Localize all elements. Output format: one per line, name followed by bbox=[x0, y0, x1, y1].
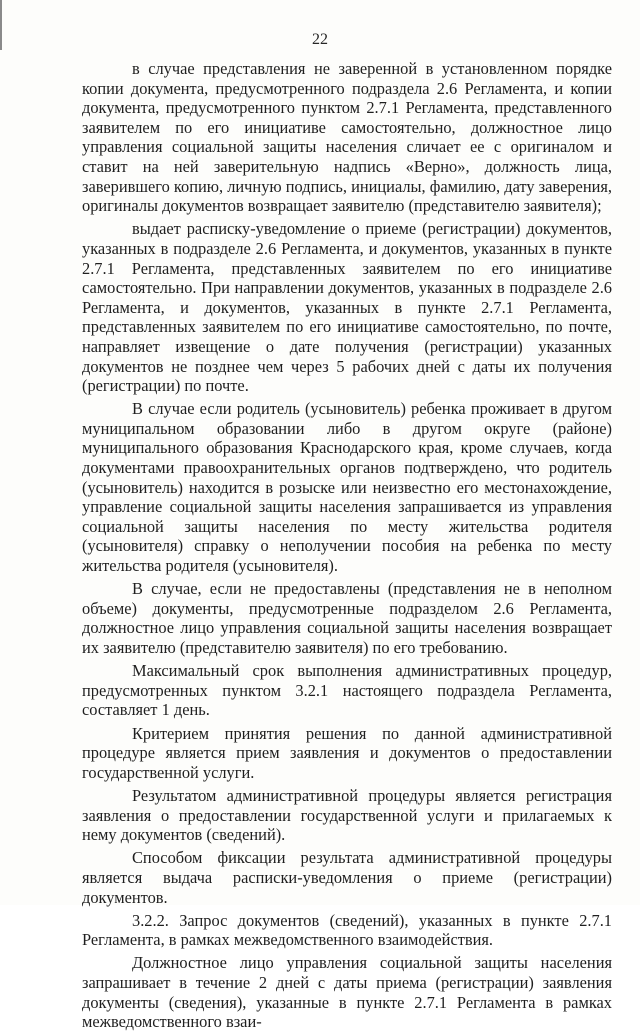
paragraph-section-3-2-2: 3.2.2. Запрос документов (сведений), указанных в пункте 2.7.1 Регламента, в рамках межведомственного взаимодействия. bbox=[82, 910, 612, 950]
paragraph-parent-residence: В случае если родитель (усыновитель) ребенка проживает в другом муниципальном образовании либо в другом округе (районе) муниципального образования Краснодарского края, кроме случаев, когда документами правоохранительных органов подтверждено, что родитель (усыновитель) находится в розыске или неизвестно его местонахождение, управление социальной защиты населения запрашивается из управления социальной защиты населения по месту жительства родителя (усыновителя) справку о неполучении пособия на ребенка по месту жительства родителя (усыновителя). bbox=[82, 399, 612, 576]
paragraph-decision-criterion: Критерием принятия решения по данной административной процедуре является прием заявления и документов о предоставлении государственной услуги. bbox=[82, 723, 612, 782]
paragraph-result-fixation: Способом фиксации результата административной процедуры является выдача расписки-уведомления о приеме (регистрации) документов. bbox=[82, 848, 612, 907]
paragraph-max-term: Максимальный срок выполнения административных процедур, предусмотренных пунктом 3.2.1 настоящего подраздела Регламента, составляет 1 день. bbox=[82, 661, 612, 720]
page-number: 22 bbox=[312, 31, 328, 48]
document-body bbox=[82, 59, 612, 1035]
paragraph-procedure-result: Результатом административной процедуры является регистрация заявления о предоставлении государственной услуги и прилагаемых к нему документов (сведений). bbox=[82, 785, 612, 845]
paragraph-copy-certification: в случае представления не заверенной в установленном порядке копии документа, предусмотренного подраздела 2.6 Регламента, и копии документа, предусмотренного пунктом 2.7.1 Регламента, представленного заявителем по его инициативе самостоятельно, должностное лицо управления социальной защиты населения сличает ее с оригиналом и ставит на ней заверительную надпись «Верно», должность лица, заверившего копию, личную подпись, инициалы, фамилию, дату заверения, оригиналы документов возвращает заявителю (представителю заявителя); bbox=[82, 59, 612, 216]
paragraph-interagency-request: Должностное лицо управления социальной защиты населения запрашивает в течение 2 дней с даты приема (регистрации) заявления документы (сведения), указанные в пункте 2.7.1 Регламента в рамках межведомственного взаи- bbox=[82, 953, 612, 1032]
paragraph-missing-documents: В случае, если не предоставлены (представления не в неполном объеме) документы, предусмотренные подразделом 2.6 Регламента, должностное лицо управления социальной защиты населения возвращает их заявителю (представителю заявителя) по его требованию. bbox=[82, 579, 612, 657]
paragraph-receipt-notice: выдает расписку-уведомление о приеме (регистрации) документов, указанных в подразделе 2.6 Регламента, и документов, указанных в пункте 2.7.1 Регламента, представленных заявителем по его инициативе самостоятельно. При направлении документов, указанных в подразделе 2.6 Регламента, и документов, указанных в пункте 2.7.1 Регламента, представленных заявителем по его инициативе самостоятельно, по почте, направляет извещение о дате получения (регистрации) указанных документов не позднее чем через 5 рабочих дней с даты их получения (регистрации) по почте. bbox=[82, 219, 612, 396]
